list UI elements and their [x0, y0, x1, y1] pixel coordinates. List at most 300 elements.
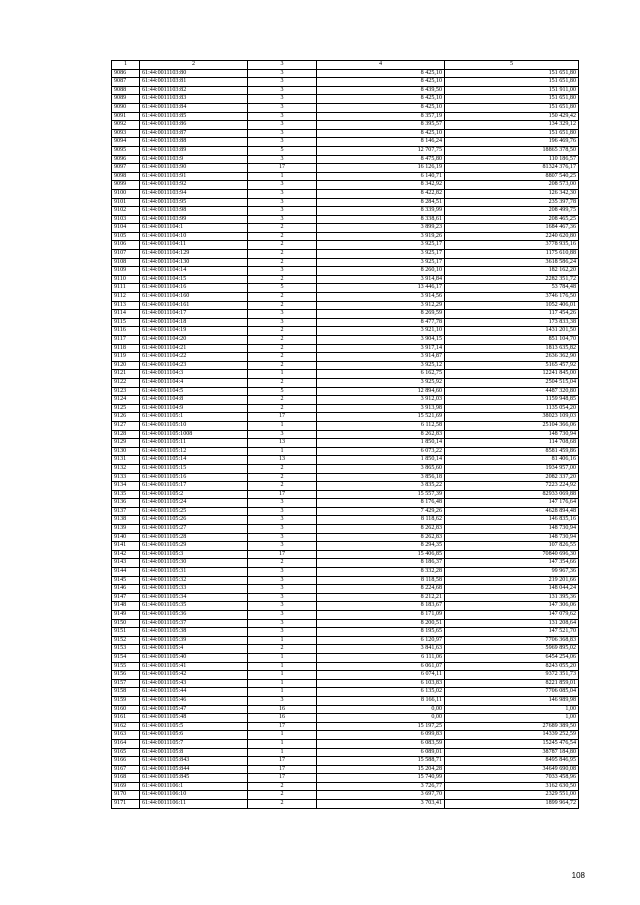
row-number-cell: 9102	[112, 207, 140, 216]
cadastral-value-cell: 151 651,80	[445, 78, 579, 87]
cadastral-value-cell: 1159 948,85	[445, 396, 579, 405]
specific-value-cell: 8 269,59	[317, 310, 445, 319]
row-number-cell: 9108	[112, 258, 140, 267]
specific-value-cell: 8 284,51	[317, 198, 445, 207]
cadastral-number-cell: 61:44:0011103:87	[140, 129, 248, 138]
table-row	[112, 207, 579, 216]
cadastral-number-cell: 61:44:0011105:42	[140, 671, 248, 680]
specific-value-cell: 16 126,19	[317, 164, 445, 173]
cadastral-value-cell: 147 176,64	[445, 499, 579, 508]
row-number-cell: 9120	[112, 361, 140, 370]
cadastral-value-cell: 1813 635,82	[445, 344, 579, 353]
group-cell: 3	[248, 507, 317, 516]
cadastral-number-cell: 61:44:0011103:90	[140, 164, 248, 173]
group-cell: 3	[248, 86, 317, 95]
row-number-cell: 9143	[112, 559, 140, 568]
specific-value-cell: 3 914,56	[317, 293, 445, 302]
group-cell: 16	[248, 705, 317, 714]
group-cell: 2	[248, 232, 317, 241]
table-row	[112, 507, 579, 516]
cadastral-value-cell: 151 651,80	[445, 103, 579, 112]
row-number-cell: 9152	[112, 636, 140, 645]
cadastral-number-cell: 61:44:0011105:1	[140, 413, 248, 422]
group-cell: 2	[248, 224, 317, 233]
cadastral-value-cell: 126 342,30	[445, 189, 579, 198]
row-number-cell: 9101	[112, 198, 140, 207]
specific-value-cell: 8 200,51	[317, 619, 445, 628]
cadastral-value-cell: 1899 964,72	[445, 800, 579, 809]
group-cell: 2	[248, 353, 317, 362]
cadastral-value-cell: 151 651,80	[445, 69, 579, 78]
specific-value-cell: 12 894,60	[317, 387, 445, 396]
row-number-cell: 9138	[112, 516, 140, 525]
group-cell: 3	[248, 310, 317, 319]
table-row	[112, 310, 579, 319]
table-row	[112, 129, 579, 138]
table-row	[112, 800, 579, 809]
table-row	[112, 301, 579, 310]
specific-value-cell: 6 112,58	[317, 421, 445, 430]
cadastral-value-cell: 107 826,55	[445, 542, 579, 551]
table-row	[112, 103, 579, 112]
cadastral-value-cell: 7706 085,04	[445, 688, 579, 697]
specific-value-cell: 3 865,60	[317, 464, 445, 473]
table-row	[112, 550, 579, 559]
group-cell: 3	[248, 611, 317, 620]
group-cell: 2	[248, 782, 317, 791]
table-row	[112, 370, 579, 379]
cadastral-value-cell: 3746 176,50	[445, 293, 579, 302]
cadastral-value-cell: 5165 457,92	[445, 361, 579, 370]
cadastral-number-cell: 61:44:0011105:41	[140, 662, 248, 671]
group-cell: 3	[248, 155, 317, 164]
row-number-cell: 9168	[112, 774, 140, 783]
specific-value-cell: 3 899,23	[317, 224, 445, 233]
row-number-cell: 9135	[112, 490, 140, 499]
cadastral-number-cell: 61:44:0011104:4	[140, 378, 248, 387]
specific-value-cell: 8 342,92	[317, 181, 445, 190]
cadastral-number-cell: 61:44:0011105:30	[140, 559, 248, 568]
row-number-cell: 9103	[112, 215, 140, 224]
cadastral-value-cell: 6454 254,06	[445, 653, 579, 662]
group-cell: 5	[248, 146, 317, 155]
cadastral-number-cell: 61:44:0011105:37	[140, 619, 248, 628]
table-row	[112, 696, 579, 705]
cadastral-number-cell: 61:44:0011105:4	[140, 645, 248, 654]
table-row	[112, 146, 579, 155]
group-cell: 3	[248, 430, 317, 439]
specific-value-cell: 15 588,71	[317, 757, 445, 766]
cadastral-number-cell: 61:44:0011105:29	[140, 542, 248, 551]
table-row	[112, 78, 579, 87]
cadastral-number-cell: 61:44:0011105:36	[140, 611, 248, 620]
group-cell: 2	[248, 336, 317, 345]
cadastral-value-cell: 8221 859,01	[445, 679, 579, 688]
group-cell: 5	[248, 387, 317, 396]
specific-value-cell: 8 339,99	[317, 207, 445, 216]
column-header-4: 4	[317, 61, 445, 70]
cadastral-number-cell: 61:44:0011105:845	[140, 774, 248, 783]
specific-value-cell: 3 841,63	[317, 645, 445, 654]
cadastral-number-cell: 61:44:0011103:85	[140, 112, 248, 121]
cadastral-value-cell: 4628 894,48	[445, 507, 579, 516]
row-number-cell: 9124	[112, 396, 140, 405]
group-cell: 3	[248, 138, 317, 147]
row-number-cell: 9119	[112, 353, 140, 362]
specific-value-cell: 6 162,75	[317, 370, 445, 379]
cadastral-number-cell: 61:44:0011104:18	[140, 318, 248, 327]
table-row	[112, 404, 579, 413]
specific-value-cell: 0,00	[317, 705, 445, 714]
specific-value-cell: 8 422,82	[317, 189, 445, 198]
table-row	[112, 593, 579, 602]
cadastral-number-cell: 61:44:0011105:15	[140, 464, 248, 473]
cadastral-number-cell: 61:44:0011104:14	[140, 267, 248, 276]
cadastral-number-cell: 61:44:0011105:31	[140, 568, 248, 577]
specific-value-cell: 8 118,58	[317, 576, 445, 585]
specific-value-cell: 15 204,28	[317, 765, 445, 774]
group-cell: 2	[248, 327, 317, 336]
row-number-cell: 9087	[112, 78, 140, 87]
cadastral-value-cell: 1684 467,36	[445, 224, 579, 233]
group-cell: 1	[248, 370, 317, 379]
cadastral-number-cell: 61:44:0011105:24	[140, 499, 248, 508]
row-number-cell: 9167	[112, 765, 140, 774]
row-number-cell: 9136	[112, 499, 140, 508]
cadastral-number-cell: 61:44:0011105:2	[140, 490, 248, 499]
table-row	[112, 782, 579, 791]
row-number-cell: 9163	[112, 731, 140, 740]
row-number-cell: 9155	[112, 662, 140, 671]
cadastral-number-cell: 61:44:0011104:5	[140, 387, 248, 396]
row-number-cell: 9139	[112, 525, 140, 534]
row-number-cell: 9153	[112, 645, 140, 654]
table-row	[112, 464, 579, 473]
specific-value-cell: 3 703,41	[317, 800, 445, 809]
specific-value-cell: 3 856,18	[317, 473, 445, 482]
table-row	[112, 69, 579, 78]
table-body	[112, 69, 579, 808]
group-cell: 3	[248, 207, 317, 216]
group-cell: 2	[248, 258, 317, 267]
table-row	[112, 757, 579, 766]
specific-value-cell: 6 061,07	[317, 662, 445, 671]
cadastral-value-cell: 114 708,68	[445, 439, 579, 448]
cadastral-number-cell: 61:44:0011103:9	[140, 155, 248, 164]
cadastral-value-cell: 8807 540,25	[445, 172, 579, 181]
row-number-cell: 9128	[112, 430, 140, 439]
row-number-cell: 9149	[112, 611, 140, 620]
cadastral-value-cell: 146 989,98	[445, 696, 579, 705]
cadastral-number-cell: 61:44:0011105:28	[140, 533, 248, 542]
group-cell: 3	[248, 542, 317, 551]
specific-value-cell: 3 904,15	[317, 336, 445, 345]
cadastral-value-cell: 2240 620,80	[445, 232, 579, 241]
table-row	[112, 353, 579, 362]
specific-value-cell: 8 439,50	[317, 86, 445, 95]
cadastral-number-cell: 61:44:0011104:16	[140, 284, 248, 293]
cadastral-number-cell: 61:44:0011105:7	[140, 739, 248, 748]
group-cell: 17	[248, 722, 317, 731]
cadastral-number-cell: 61:44:0011105:48	[140, 714, 248, 723]
specific-value-cell: 6 073,22	[317, 447, 445, 456]
table-row	[112, 568, 579, 577]
cadastral-value-cell: 2082 337,20	[445, 473, 579, 482]
row-number-cell: 9165	[112, 748, 140, 757]
row-number-cell: 9121	[112, 370, 140, 379]
row-number-cell: 9109	[112, 267, 140, 276]
table-row	[112, 215, 579, 224]
cadastral-value-cell: 2329 551,00	[445, 791, 579, 800]
group-cell: 3	[248, 318, 317, 327]
cadastral-value-cell: 1,00	[445, 714, 579, 723]
cadastral-number-cell: 61:44:0011103:80	[140, 69, 248, 78]
cadastral-number-cell: 61:44:0011105:43	[140, 679, 248, 688]
cadastral-number-cell: 61:44:0011105:16	[140, 473, 248, 482]
group-cell: 3	[248, 78, 317, 87]
table-row	[112, 688, 579, 697]
table-row	[112, 447, 579, 456]
table-row	[112, 336, 579, 345]
cadastral-value-cell: 34649 690,08	[445, 765, 579, 774]
cadastral-value-cell: 70840 696,30	[445, 550, 579, 559]
table-row	[112, 387, 579, 396]
cadastral-value-cell: 14339 252,59	[445, 731, 579, 740]
table-row	[112, 275, 579, 284]
cadastral-number-cell: 61:44:0011105:47	[140, 705, 248, 714]
cadastral-number-cell: 61:44:0011104:17	[140, 310, 248, 319]
specific-value-cell: 8 425,10	[317, 95, 445, 104]
group-cell: 1	[248, 679, 317, 688]
cadastral-number-cell: 61:44:0011105:8	[140, 748, 248, 757]
column-header-3: 3	[248, 61, 317, 70]
group-cell: 2	[248, 361, 317, 370]
specific-value-cell: 3 925,12	[317, 361, 445, 370]
group-cell: 3	[248, 267, 317, 276]
page-number: 108	[571, 871, 585, 880]
row-number-cell: 9133	[112, 473, 140, 482]
table-row	[112, 714, 579, 723]
group-cell: 2	[248, 559, 317, 568]
row-number-cell: 9141	[112, 542, 140, 551]
cadastral-number-cell: 61:44:0011104:23	[140, 361, 248, 370]
cadastral-number-cell: 61:44:0011103:83	[140, 95, 248, 104]
group-cell: 3	[248, 499, 317, 508]
cadastral-value-cell: 1135 054,20	[445, 404, 579, 413]
group-cell: 3	[248, 533, 317, 542]
column-header-1: 1	[112, 61, 140, 70]
cadastral-value-cell: 15245 476,54	[445, 739, 579, 748]
group-cell: 3	[248, 129, 317, 138]
cadastral-value-cell: 1,00	[445, 705, 579, 714]
specific-value-cell: 3 925,17	[317, 250, 445, 259]
cadastral-number-cell: 61:44:0011104:10	[140, 232, 248, 241]
specific-value-cell: 6 103,83	[317, 679, 445, 688]
cadastral-number-cell: 61:44:0011103:95	[140, 198, 248, 207]
cadastral-number-cell: 61:44:0011103:84	[140, 103, 248, 112]
group-cell: 3	[248, 628, 317, 637]
cadastral-value-cell: 196 469,76	[445, 138, 579, 147]
group-cell: 3	[248, 121, 317, 130]
table-row	[112, 645, 579, 654]
cadastral-value-cell: 7033 458,96	[445, 774, 579, 783]
row-number-cell: 9117	[112, 336, 140, 345]
table-row	[112, 198, 579, 207]
cadastral-value-table	[111, 60, 579, 809]
group-cell: 3	[248, 516, 317, 525]
specific-value-cell: 3 925,17	[317, 258, 445, 267]
cadastral-number-cell: 61:44:0011105:17	[140, 482, 248, 491]
group-cell: 2	[248, 800, 317, 809]
cadastral-number-cell: 61:44:0011105:35	[140, 602, 248, 611]
specific-value-cell: 6 099,83	[317, 731, 445, 740]
row-number-cell: 9132	[112, 464, 140, 473]
table-row	[112, 499, 579, 508]
cadastral-number-cell: 61:44:0011106:1	[140, 782, 248, 791]
table-row	[112, 791, 579, 800]
group-cell: 1	[248, 688, 317, 697]
group-cell: 3	[248, 619, 317, 628]
table-row	[112, 533, 579, 542]
table-row	[112, 327, 579, 336]
specific-value-cell: 8 118,62	[317, 516, 445, 525]
table-row	[112, 611, 579, 620]
cadastral-value-cell: 1175 610,88	[445, 250, 579, 259]
table-row	[112, 576, 579, 585]
cadastral-number-cell: 61:44:0011105:25	[140, 507, 248, 516]
row-number-cell: 9164	[112, 739, 140, 748]
cadastral-number-cell: 61:44:0011105:10	[140, 421, 248, 430]
table-row	[112, 181, 579, 190]
group-cell: 1	[248, 739, 317, 748]
specific-value-cell: 8 294,35	[317, 542, 445, 551]
specific-value-cell: 8 186,37	[317, 559, 445, 568]
cadastral-value-cell: 25104 366,06	[445, 421, 579, 430]
table-row	[112, 172, 579, 181]
specific-value-cell: 3 914,87	[317, 353, 445, 362]
specific-value-cell: 6 111,06	[317, 653, 445, 662]
cadastral-number-cell: 61:44:0011103:82	[140, 86, 248, 95]
row-number-cell: 9099	[112, 181, 140, 190]
table-row	[112, 318, 579, 327]
row-number-cell: 9094	[112, 138, 140, 147]
specific-value-cell: 8 176,48	[317, 499, 445, 508]
cadastral-number-cell: 61:44:0011105:12	[140, 447, 248, 456]
cadastral-value-cell: 151 651,80	[445, 95, 579, 104]
cadastral-number-cell: 61:44:0011104:19	[140, 327, 248, 336]
cadastral-value-cell: 53 784,48	[445, 284, 579, 293]
cadastral-value-cell: 38023 109,03	[445, 413, 579, 422]
table-row	[112, 525, 579, 534]
row-number-cell: 9106	[112, 241, 140, 250]
cadastral-number-cell: 61:44:0011105:26	[140, 516, 248, 525]
table-row	[112, 232, 579, 241]
row-number-cell: 9129	[112, 439, 140, 448]
table-row	[112, 121, 579, 130]
group-cell: 1	[248, 447, 317, 456]
table-row	[112, 705, 579, 714]
cadastral-value-cell: 146 835,16	[445, 516, 579, 525]
specific-value-cell: 6 089,01	[317, 748, 445, 757]
cadastral-number-cell: 61:44:0011105:40	[140, 653, 248, 662]
specific-value-cell: 8 212,21	[317, 593, 445, 602]
group-cell: 1	[248, 748, 317, 757]
table-row	[112, 430, 579, 439]
row-number-cell: 9113	[112, 301, 140, 310]
specific-value-cell: 15 557,39	[317, 490, 445, 499]
row-number-cell: 9105	[112, 232, 140, 241]
cadastral-value-cell: 3778 935,16	[445, 241, 579, 250]
cadastral-value-cell: 81 406,16	[445, 456, 579, 465]
group-cell: 17	[248, 413, 317, 422]
row-number-cell: 9151	[112, 628, 140, 637]
table-row	[112, 679, 579, 688]
table-row	[112, 258, 579, 267]
cadastral-value-cell: 147 306,06	[445, 602, 579, 611]
group-cell: 3	[248, 568, 317, 577]
cadastral-number-cell: 61:44:0011104:11	[140, 241, 248, 250]
row-number-cell: 9111	[112, 284, 140, 293]
cadastral-number-cell: 61:44:0011105:14	[140, 456, 248, 465]
specific-value-cell: 3 913,98	[317, 404, 445, 413]
row-number-cell: 9170	[112, 791, 140, 800]
cadastral-number-cell: 61:44:0011104:22	[140, 353, 248, 362]
group-cell: 2	[248, 293, 317, 302]
group-cell: 3	[248, 215, 317, 224]
cadastral-number-cell: 61:44:0011104:15	[140, 275, 248, 284]
group-cell: 2	[248, 344, 317, 353]
cadastral-number-cell: 61:44:0011103:98	[140, 207, 248, 216]
row-number-cell: 9134	[112, 482, 140, 491]
group-cell: 1	[248, 653, 317, 662]
group-cell: 1	[248, 421, 317, 430]
specific-value-cell: 8 262,83	[317, 430, 445, 439]
row-number-cell: 9089	[112, 95, 140, 104]
row-number-cell: 9162	[112, 722, 140, 731]
specific-value-cell: 8 477,78	[317, 318, 445, 327]
row-number-cell: 9137	[112, 507, 140, 516]
cadastral-value-cell: 81324 376,17	[445, 164, 579, 173]
specific-value-cell: 3 726,77	[317, 782, 445, 791]
specific-value-cell: 8 260,10	[317, 267, 445, 276]
specific-value-cell: 8 332,28	[317, 568, 445, 577]
row-number-cell: 9157	[112, 679, 140, 688]
specific-value-cell: 8 166,11	[317, 696, 445, 705]
cadastral-number-cell: 61:44:0011104:130	[140, 258, 248, 267]
cadastral-value-cell: 117 454,26	[445, 310, 579, 319]
row-number-cell: 9122	[112, 378, 140, 387]
row-number-cell: 9093	[112, 129, 140, 138]
cadastral-value-cell: 131 395,36	[445, 593, 579, 602]
cadastral-number-cell: 61:44:0011104:160	[140, 293, 248, 302]
row-number-cell: 9118	[112, 344, 140, 353]
table-row	[112, 224, 579, 233]
row-number-cell: 9107	[112, 250, 140, 259]
cadastral-number-cell: 61:44:0011106:11	[140, 800, 248, 809]
row-number-cell: 9161	[112, 714, 140, 723]
cadastral-value-cell: 2636 362,90	[445, 353, 579, 362]
group-cell: 3	[248, 585, 317, 594]
group-cell: 3	[248, 189, 317, 198]
table-row	[112, 774, 579, 783]
cadastral-value-cell: 38787 184,80	[445, 748, 579, 757]
cadastral-value-cell: 2282 351,72	[445, 275, 579, 284]
table-row	[112, 748, 579, 757]
group-cell: 2	[248, 791, 317, 800]
table-row	[112, 636, 579, 645]
cadastral-value-cell: 182 162,20	[445, 267, 579, 276]
cadastral-value-cell: 8243 055,20	[445, 662, 579, 671]
